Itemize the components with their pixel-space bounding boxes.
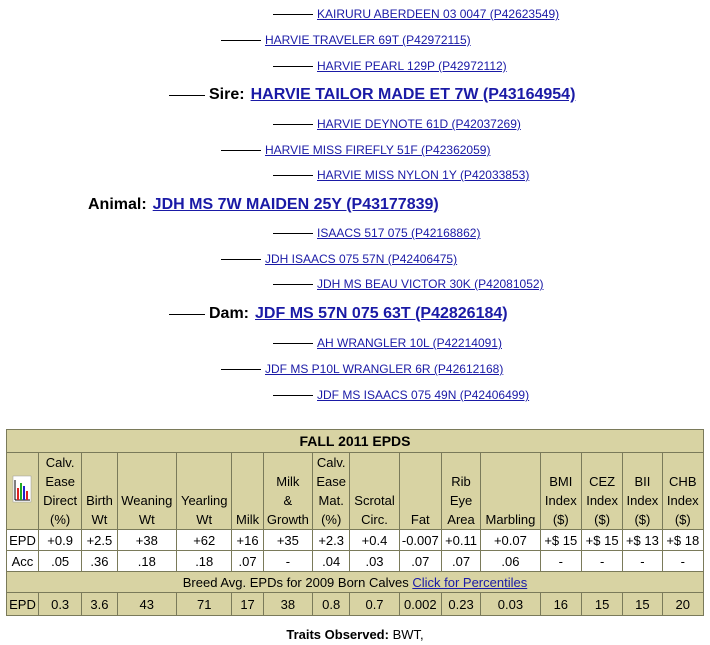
header-line: Weaning: [121, 493, 173, 508]
acc-value-cell: .36: [82, 551, 117, 572]
acc-value-cell: -: [540, 551, 581, 572]
acc-value-cell: .07: [441, 551, 480, 572]
header-line: Growth: [266, 512, 309, 527]
header-line: Milk: [236, 512, 260, 527]
epd-value-cell: +0.11: [441, 530, 480, 551]
header-line: Ease: [316, 474, 346, 489]
pedigree-row: [273, 113, 521, 135]
epd-values-row: [7, 530, 704, 551]
header-bmi-index: [540, 453, 581, 530]
epd-value-cell: +38: [117, 530, 176, 551]
pedigree-row: [221, 29, 471, 51]
header-line: ($): [552, 512, 569, 527]
dam-dam-dam-link[interactable]: JDF MS ISAACS 075 49N (P42406499): [317, 388, 530, 402]
breed-avg-row: [7, 572, 704, 593]
sire-label: Sire:: [209, 86, 245, 103]
header-line: BII: [634, 474, 651, 489]
acc-value-cell: .18: [117, 551, 176, 572]
breed-avg-value-cell: 17: [232, 593, 263, 616]
epd-value-cell: +0.07: [481, 530, 540, 551]
acc-value-cell: -: [581, 551, 622, 572]
breed-avg-values-row: [7, 593, 704, 616]
dam-dam-sire-link[interactable]: AH WRANGLER 10L (P42214091): [317, 336, 502, 350]
header-line: Yearling: [180, 493, 228, 508]
header-line: CHB: [669, 474, 697, 489]
header-rib-eye-area: [441, 453, 480, 530]
acc-value-cell: .06: [481, 551, 540, 572]
traits-value: BWT,: [392, 627, 424, 642]
header-line: Index: [544, 493, 577, 508]
header-line: (%): [321, 512, 342, 527]
header-line: Rib: [451, 474, 471, 489]
header-line: Scrotal: [354, 493, 395, 508]
connector-line: [273, 124, 313, 125]
header-line: BMI: [549, 474, 573, 489]
breed-avg-value-cell: 0.23: [441, 593, 480, 616]
header-marbling: [481, 453, 540, 530]
epd-value-cell: +2.3: [313, 530, 350, 551]
epd-value-cell: +$ 15: [540, 530, 581, 551]
percentiles-link[interactable]: Click for Percentiles: [412, 574, 528, 590]
sire-row: [169, 84, 575, 106]
animal-label: Animal:: [88, 196, 147, 213]
epd-value-cell: +62: [177, 530, 232, 551]
breed-avg-value-cell: 38: [263, 593, 312, 616]
connector-line: [273, 395, 313, 396]
header-yearling-weight: [177, 453, 232, 530]
connector-line: [273, 284, 313, 285]
header-cez-index: [581, 453, 622, 530]
header-line: Birth: [86, 493, 113, 508]
connector-line: [273, 233, 313, 234]
header-line: ($): [594, 512, 611, 527]
epd-value-cell: +$ 15: [581, 530, 622, 551]
sire-sire-dam-link[interactable]: HARVIE PEARL 129P (P42972112): [317, 59, 507, 73]
acc-row-label: Acc: [7, 551, 39, 572]
acc-value-cell: .18: [177, 551, 232, 572]
avg-row-label: EPD: [7, 593, 39, 616]
connector-line: [273, 66, 313, 67]
breed-avg-value-cell: 3.6: [82, 593, 117, 616]
header-milk: [232, 453, 263, 530]
acc-value-cell: .03: [350, 551, 399, 572]
header-line: Ease: [45, 474, 75, 489]
bar-chart-icon[interactable]: [7, 453, 39, 530]
sire-sire-link[interactable]: HARVIE TRAVELER 69T (P42972115): [265, 33, 471, 47]
connector-line: [169, 95, 205, 96]
breed-avg-value-cell: 0.8: [313, 593, 350, 616]
epd-value-cell: +16: [232, 530, 263, 551]
pedigree-row: [273, 164, 529, 186]
header-line: ($): [634, 512, 651, 527]
dam-sire-link[interactable]: JDH ISAACS 075 57N (P42406475): [265, 252, 458, 266]
acc-value-cell: -: [263, 551, 312, 572]
acc-value-cell: -: [623, 551, 662, 572]
epd-value-cell: +$ 13: [623, 530, 662, 551]
breed-avg-value-cell: 0.03: [481, 593, 540, 616]
connector-line: [221, 40, 261, 41]
header-line: Calv.: [45, 455, 75, 470]
dam-sire-sire-link[interactable]: ISAACS 517 075 (P42168862): [317, 226, 481, 240]
pedigree-row: [273, 222, 480, 244]
sire-link[interactable]: HARVIE TAILOR MADE ET 7W (P43164954): [250, 86, 576, 103]
header-milk-growth: [263, 453, 312, 530]
acc-value-cell: .07: [232, 551, 263, 572]
sire-dam-sire-link[interactable]: HARVIE DEYNOTE 61D (P42037269): [317, 117, 521, 131]
breed-avg-text: Breed Avg. EPDs for 2009 Born Calves: [182, 574, 409, 590]
connector-line: [221, 259, 261, 260]
acc-value-cell: .04: [313, 551, 350, 572]
connector-line: [221, 369, 261, 370]
header-line: Direct: [43, 493, 78, 508]
header-line: Wt: [196, 512, 213, 527]
dam-row: [169, 303, 508, 325]
traits-observed: [0, 627, 710, 642]
header-line: Wt: [138, 512, 155, 527]
header-weaning-weight: [117, 453, 176, 530]
epd-value-cell: +0.9: [38, 530, 81, 551]
breed-avg-value-cell: 0.7: [350, 593, 399, 616]
header-fat: [399, 453, 441, 530]
acc-values-row: [7, 551, 704, 572]
epd-value-cell: -0.007: [399, 530, 441, 551]
acc-value-cell: .07: [399, 551, 441, 572]
header-line: Calv.: [316, 455, 346, 470]
pedigree-row: [273, 3, 559, 25]
connector-line: [273, 14, 313, 15]
breed-avg-value-cell: 43: [117, 593, 176, 616]
header-birth-weight: [82, 453, 117, 530]
pedigree-row: [221, 139, 490, 161]
header-line: Area: [447, 512, 475, 527]
epd-row-label: EPD: [7, 530, 39, 551]
header-line: Wt: [91, 512, 108, 527]
header-line: CEZ: [589, 474, 616, 489]
header-chb-index: [662, 453, 703, 530]
breed-avg-value-cell: 15: [623, 593, 662, 616]
epd-value-cell: +35: [263, 530, 312, 551]
connector-line: [169, 314, 205, 315]
connector-line: [273, 343, 313, 344]
breed-avg-value-cell: 15: [581, 593, 622, 616]
header-line: Circ.: [361, 512, 388, 527]
header-line: Milk: [276, 474, 300, 489]
sire-dam-link[interactable]: HARVIE MISS FIREFLY 51F (P42362059): [265, 143, 491, 157]
breed-avg-value-cell: 0.002: [399, 593, 441, 616]
header-calving-ease-maternal: [313, 453, 350, 530]
header-line: Index: [586, 493, 619, 508]
pedigree-row: [273, 273, 544, 295]
header-line: Index: [626, 493, 659, 508]
header-line: Fat: [410, 512, 430, 527]
epd-header-row: [7, 453, 704, 530]
pedigree-row: [273, 332, 502, 354]
sire-dam-dam-link[interactable]: HARVIE MISS NYLON 1Y (P42033853): [317, 168, 530, 182]
header-calving-ease-direct: [38, 453, 81, 530]
epd-value-cell: +$ 18: [662, 530, 703, 551]
epd-table-title: FALL 2011 EPDS: [7, 430, 704, 453]
dam-dam-link[interactable]: JDF MS P10L WRANGLER 6R (P42612168): [265, 362, 504, 376]
epd-value-cell: +2.5: [82, 530, 117, 551]
epd-table: [6, 429, 704, 616]
header-line: Eye: [449, 493, 473, 508]
pedigree-row: [273, 384, 529, 406]
animal-link[interactable]: JDH MS 7W MAIDEN 25Y (P43177839): [152, 196, 439, 213]
header-scrotal-circ: [350, 453, 399, 530]
pedigree-row: [221, 358, 503, 380]
header-line: ($): [674, 512, 691, 527]
breed-avg-value-cell: 0.3: [38, 593, 81, 616]
breed-avg-value-cell: 71: [177, 593, 232, 616]
breed-avg-value-cell: 16: [540, 593, 581, 616]
header-bii-index: [623, 453, 662, 530]
dam-sire-dam-link[interactable]: JDH MS BEAU VICTOR 30K (P42081052): [317, 277, 544, 291]
acc-value-cell: -: [662, 551, 703, 572]
pedigree-row: [221, 248, 457, 270]
breed-avg-value-cell: 20: [662, 593, 703, 616]
connector-line: [273, 175, 313, 176]
traits-label: Traits Observed:: [286, 627, 389, 642]
header-line: &: [283, 493, 293, 508]
connector-line: [221, 150, 261, 151]
dam-label: Dam:: [209, 305, 250, 322]
pedigree-row: [273, 55, 507, 77]
animal-row: [88, 194, 439, 216]
header-line: (%): [50, 512, 71, 527]
acc-value-cell: .05: [38, 551, 81, 572]
dam-link[interactable]: JDF MS 57N 075 63T (P42826184): [255, 305, 508, 322]
sire-sire-sire-link[interactable]: KAIRURU ABERDEEN 03 0047 (P42623549): [317, 7, 560, 21]
header-line: Index: [666, 493, 699, 508]
epd-value-cell: +0.4: [350, 530, 399, 551]
header-line: Mat.: [318, 493, 344, 508]
header-line: Marbling: [485, 512, 536, 527]
